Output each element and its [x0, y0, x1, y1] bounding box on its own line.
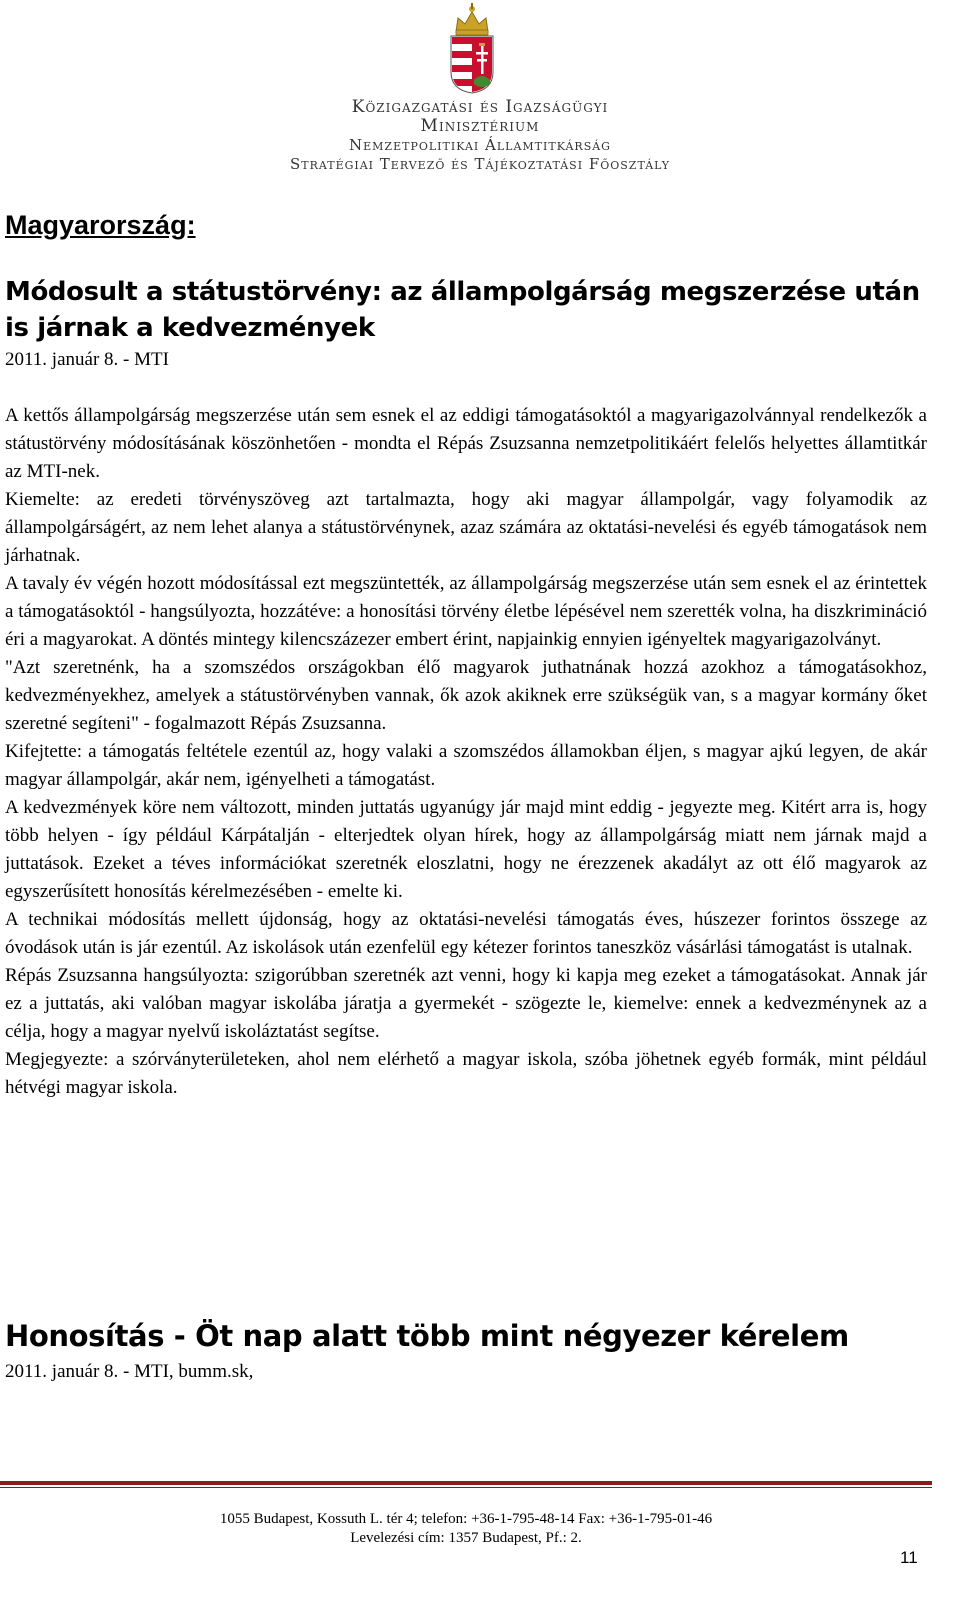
article-1-paragraph: A kedvezmények köre nem változott, minden juttatás ugyanúgy jár majd mint eddig - jegyezte meg. Kitért arra is, hogy több helyen - így például Kárpátalján - elterjedtek olyan hírek, hogy az állampolgárság miatt nem járnak majd a juttatások. Ezeket a téves információkat szeretnék eloszlatni, hogy ne érezzenek akadályt az ott élő magyarok az egyszerűsített honosítás kérelmezésében - emelte ki. — [5, 797, 927, 902]
article-1-paragraph: Megjegyezte: a szórványterületeken, ahol nem elérhető a magyar iskola, szóba jöhetnek egyéb formák, mint például hétvégi magyar iskola. — [5, 1049, 927, 1098]
footer-divider — [0, 1481, 932, 1485]
page-number: 11 — [900, 1548, 918, 1567]
article-1-paragraph: A technikai módosítás mellett újdonság, hogy az oktatási-nevelési támogatás éves, húszezer forintos összege az óvodások után is jár ezentúl. Az iskolások után ezenfelül egy kétezer forintos taneszköz vásárlási támogatást is utalnak. — [5, 909, 927, 958]
article-1-paragraph: Kifejtette: a támogatás feltétele ezentúl az, hogy valaki a szomszédos államokban éljen, s magyar ajkú legyen, de akár magyar állampolgár, akár nem, igényelheti a támogatást. — [5, 741, 927, 790]
article-2-meta: 2011. január 8. - MTI, bumm.sk, — [5, 1361, 254, 1382]
ministry-line-3: Nemzetpolitikai Államtitkárság — [349, 136, 611, 154]
footer-address: 1055 Budapest, Kossuth L. tér 4; telefon: +36-1-795-48-14 Fax: +36-1-795-01-46 — [219, 1511, 713, 1527]
ministry-line-4: Stratégiai Tervező és Tájékoztatási Főosztály — [290, 155, 670, 173]
article-1-title: Módosult a státustörvény: az állampolgárság megszerzése után is járnak a kedvezmények — [5, 277, 920, 343]
footer — [0, 1510, 932, 1548]
article-1-meta: 2011. január 8. - MTI — [5, 349, 169, 370]
article-1-paragraph: A tavaly év végén hozott módosítással ezt megszüntették, az állampolgárság megszerzése után sem esnek el az érintettek a támogatásoktól - hangsúlyozta, hozzátéve: a honosítási törvény életbe lépésével nem szerették volna, ha diszkrimináció éri a magyarokat. A döntés mintegy kilencszázezer embert érint, napjainkig ennyien igényeltek magyarigazolványt. — [5, 573, 927, 650]
footer-mailing-address: Levelezési cím: 1357 Budapest, Pf.: 2. — [350, 1530, 582, 1546]
article-content — [5, 206, 927, 1102]
footer-divider-thin — [0, 1487, 932, 1488]
spacer — [5, 374, 927, 402]
article-1-paragraph: A kettős állampolgárság megszerzése után sem esnek el az eddigi támogatásoktól a magyarigazolvánnyal rendelkezők a státustörvény módosításának köszönhetően - mondta el Répás Zsuzsanna nemzetpolitikáért felelős helyettes államtitkár az MTI-nek. — [5, 405, 927, 482]
letterhead — [250, 0, 710, 190]
article-1-paragraph: Kiemelte: az eredeti törvényszöveg azt tartalmazta, hogy aki magyar állampolgár, vagy folyamodik az állampolgárságért, az nem lehet alanya a státustörvénynek, azaz számára az oktatási-nevelési és egyéb támogatások nem járhatnak. — [5, 489, 927, 566]
article-2-title: Honosítás - Öt nap alatt több mint négyezer kérelem — [5, 1319, 849, 1353]
article-1-paragraph: Répás Zsuzsanna hangsúlyozta: szigorúbban szeretnék azt venni, hogy ki kapja meg ezeket a támogatásokat. Annak jár ez a juttatás, aki valóban magyar iskolába járatja a gyermekét - szögezte le, kiemelve: ennek a kedvezménynek az a célja, hogy a magyar nyelvű iskoláztatást segítse. — [5, 965, 927, 1042]
ministry-line-2: Minisztérium — [420, 116, 540, 136]
section-title: Magyarország: — [5, 210, 196, 240]
article-1-paragraph: "Azt szeretnénk, ha a szomszédos országokban élő magyarok juthatnának hozzá azokhoz a támogatásokhoz, kedvezményekhez, amelyek a státustörvényben vannak, ők azok akiknek erre szükségük van, s a magyar kormány őket szeretné segíteni" - fogalmazott Répás Zsuzsanna. — [5, 657, 927, 734]
coat-of-arms-icon — [446, 2, 498, 94]
ministry-line-1: Közigazgatási és Igazságügyi — [351, 97, 609, 117]
ministry-name — [250, 98, 710, 174]
